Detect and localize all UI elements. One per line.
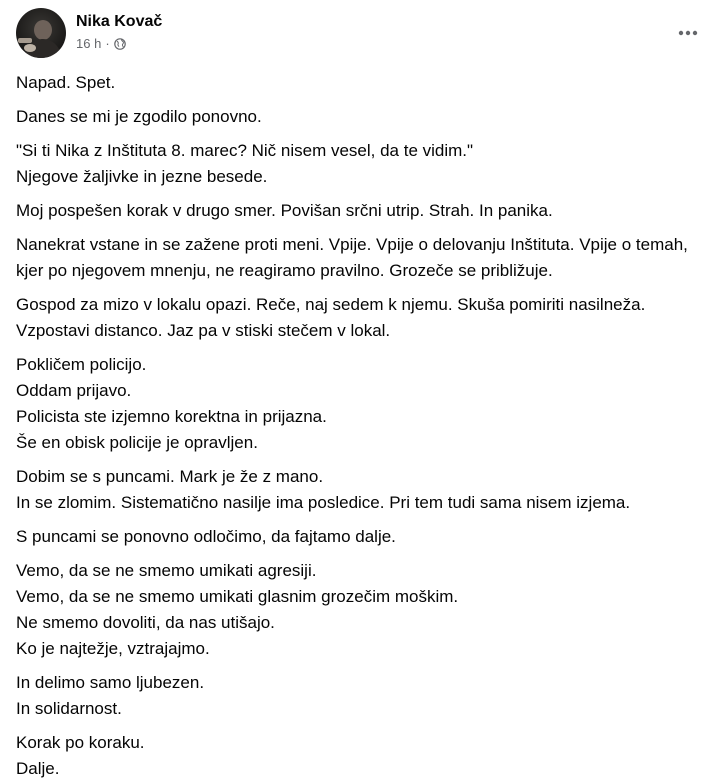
text-line: Oddam prijavo. (16, 381, 132, 400)
post-paragraph (16, 232, 704, 284)
text-line: Moj pospešen korak v drugo smer. Povišan srčni utrip. Strah. In panika. (16, 201, 553, 220)
text-line: Ko je najtežje, vztrajajmo. (16, 639, 210, 658)
text-line: Danes se mi je zgodilo ponovno. (16, 107, 262, 126)
post-paragraph (16, 138, 704, 190)
text-line: In solidarnost. (16, 699, 122, 718)
post-paragraph (16, 198, 704, 224)
post-paragraph (16, 70, 704, 96)
post-paragraph (16, 292, 704, 344)
text-line: Njegove žaljivke in jezne besede. (16, 167, 268, 186)
author-name[interactable]: Nika Kovač (76, 13, 163, 30)
text-line: Gospod za mizo v lokalu opazi. Reče, naj sedem k njemu. Skuša pomiriti nasilneža. Vzpostavi distanco. Jaz pa v stiski stečem v lokal. (16, 295, 646, 340)
post-paragraph (16, 352, 704, 456)
post-paragraph (16, 104, 704, 130)
text-line: Pokličem policijo. (16, 355, 147, 374)
text-line: Policista ste izjemno korektna in prijazna. (16, 407, 327, 426)
post-header (16, 8, 704, 60)
text-line: In se zlomim. Sistematično nasilje ima posledice. Pri tem tudi sama nisem izjema. (16, 493, 631, 512)
post-paragraph (16, 730, 704, 782)
text-line: "Si ti Nika z Inštituta 8. marec? Nič nisem vesel, da te vidim." (16, 141, 474, 160)
globe-icon[interactable] (114, 38, 126, 50)
text-line: Napad. Spet. (16, 73, 116, 92)
text-line: S puncami se ponovno odločimo, da fajtamo dalje. (16, 527, 396, 546)
avatar-photo (16, 8, 66, 58)
text-line: Dalje. (16, 759, 60, 778)
more-horizontal-icon (678, 23, 698, 41)
author-block (76, 8, 162, 53)
post-paragraph (16, 464, 704, 516)
post-meta (76, 35, 162, 53)
post-paragraph (16, 670, 704, 722)
post-timestamp[interactable]: 16 h (76, 36, 102, 51)
text-line: In delimo samo ljubezen. (16, 673, 205, 692)
meta-separator: · (105, 36, 110, 51)
more-options-button[interactable] (670, 18, 706, 46)
text-line: Še en obisk policije je opravljen. (16, 433, 258, 452)
post-paragraph (16, 524, 704, 550)
text-line: Vemo, da se ne smemo umikati agresiji. (16, 561, 317, 580)
text-line: Vemo, da se ne smemo umikati glasnim grozečim moškim. (16, 587, 459, 606)
text-line: Ne smemo dovoliti, da nas utišajo. (16, 613, 275, 632)
post-paragraph (16, 558, 704, 662)
text-line: Nanekrat vstane in se zažene proti meni. Vpije. Vpije o delovanju Inštituta. Vpije o temah, kjer po njegovem mnenju, ne reagiramo pravilno. Grozeče se približuje. (16, 235, 688, 280)
avatar[interactable] (16, 8, 66, 58)
text-line: Dobim se s puncami. Mark je že z mano. (16, 467, 324, 486)
text-line: Korak po koraku. (16, 733, 145, 752)
post-body (16, 70, 704, 782)
